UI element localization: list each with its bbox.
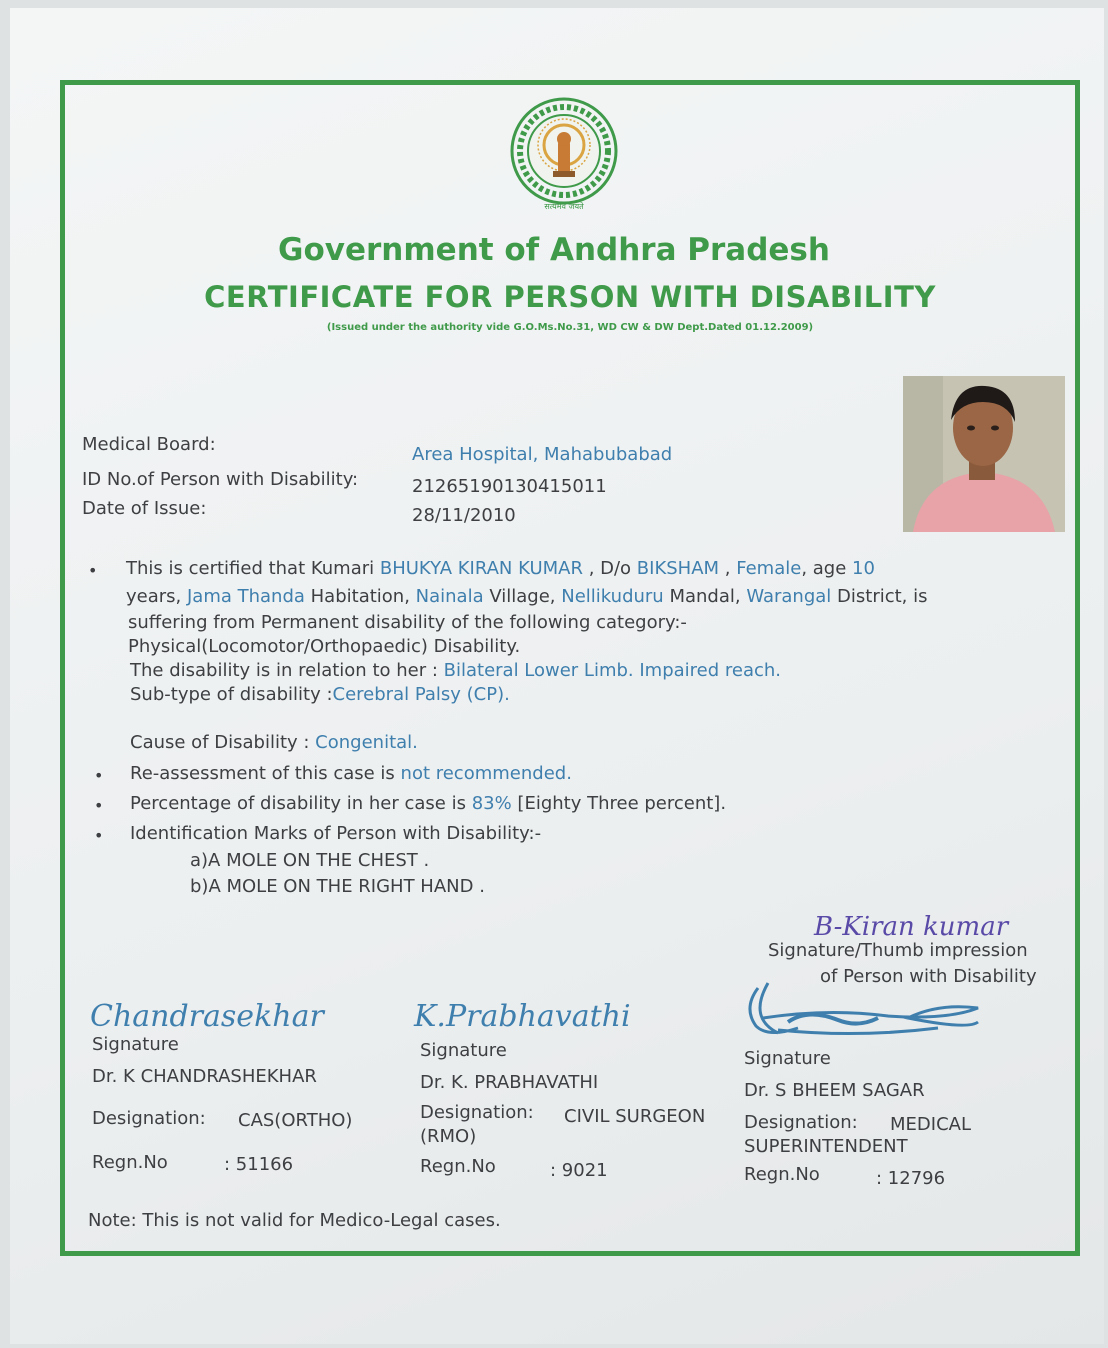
signatory-1-handwritten-signature bbox=[88, 990, 388, 1040]
bullet: • bbox=[94, 796, 104, 815]
signatory-2-name: Dr. K. PRABHAVATHI bbox=[420, 1072, 599, 1093]
signatory-1-designation: CAS(ORTHO) bbox=[238, 1110, 353, 1131]
percentage-of-disability: Percentage of disability in her case is 83% [Eighty Three percent]. bbox=[130, 793, 727, 814]
signatory-1-regn-label: Regn.No bbox=[92, 1152, 168, 1173]
parent-name: BIKSHAM bbox=[636, 558, 720, 579]
medical-board-value: Area Hospital, Mahabubabad bbox=[412, 444, 673, 465]
identification-mark-b: b)A MOLE ON THE RIGHT HAND . bbox=[190, 876, 485, 897]
certify-line-2: years, Jama Thanda Habitation, Nainala Village, Nellikuduru Mandal, Warangal District, is bbox=[126, 586, 928, 607]
signatory-2-signature-label: Signature bbox=[420, 1040, 507, 1061]
bullet: • bbox=[88, 561, 98, 580]
signatory-2-designation: CIVIL SURGEON bbox=[564, 1106, 706, 1127]
svg-text:K.Prabhavathi: K.Prabhavathi bbox=[414, 999, 631, 1034]
bullet: • bbox=[94, 826, 104, 845]
habitation: Jama Thanda bbox=[186, 586, 305, 607]
signatory-2-regn: : 9021 bbox=[550, 1160, 608, 1181]
signatory-3-regn: : 12796 bbox=[876, 1168, 946, 1189]
signatory-2-designation-2: (RMO) bbox=[420, 1126, 477, 1147]
authority-note: (Issued under the authority vide G.O.Ms.No.31, WD CW & DW Dept.Dated 01.12.2009) bbox=[326, 322, 814, 333]
signatory-2-handwritten-signature bbox=[412, 992, 712, 1038]
cause-of-disability: Cause of Disability : Congenital. bbox=[130, 732, 418, 753]
emblem-motto: सत्यमेव जयते bbox=[544, 202, 584, 211]
medical-board-label: Medical Board: bbox=[82, 434, 216, 455]
patient-signature-caption-2: of Person with Disability bbox=[820, 966, 1037, 987]
person-name: BHUKYA KIRAN KUMAR bbox=[379, 558, 583, 579]
reassessment: Re-assessment of this case is not recommended. bbox=[130, 763, 572, 784]
government-title: Government of Andhra Pradesh bbox=[278, 232, 830, 268]
id-value: 21265190130415011 bbox=[412, 476, 607, 497]
svg-text:Chandrasekhar: Chandrasekhar bbox=[90, 999, 324, 1034]
signatory-2-regn-label: Regn.No bbox=[420, 1156, 496, 1177]
mandal: Nellikuduru bbox=[561, 586, 664, 607]
state-emblem-icon bbox=[508, 95, 620, 217]
validity-note: Note: This is not valid for Medico-Legal cases. bbox=[88, 1210, 501, 1231]
signatory-1-name: Dr. K CHANDRASHEKHAR bbox=[92, 1066, 317, 1087]
identification-marks-label: Identification Marks of Person with Disability:- bbox=[130, 823, 542, 844]
signatory-3-designation-label: Designation: bbox=[744, 1112, 858, 1133]
village: Nainala bbox=[415, 586, 484, 607]
date-label: Date of Issue: bbox=[82, 498, 207, 519]
certify-line-1: This is certified that Kumari BHUKYA KIRAN KUMAR , D/o BIKSHAM , Female, age 10 bbox=[126, 558, 875, 579]
signatory-3-name: Dr. S BHEEM SAGAR bbox=[744, 1080, 925, 1101]
certify-line-3: suffering from Permanent disability of the following category:- bbox=[128, 612, 687, 633]
disability-relation: The disability is in relation to her : Bilateral Lower Limb. Impaired reach. bbox=[130, 660, 782, 681]
signatory-1-designation-label: Designation: bbox=[92, 1108, 206, 1129]
disability-category: Physical(Locomotor/Orthopaedic) Disability. bbox=[128, 636, 521, 657]
signatory-3-handwritten-signature bbox=[738, 978, 988, 1048]
signatory-1-regn: : 51166 bbox=[224, 1154, 294, 1175]
signatory-3-designation: MEDICAL bbox=[890, 1114, 971, 1135]
disability-subtype: Sub-type of disability :Cerebral Palsy (CP). bbox=[130, 684, 510, 705]
signatory-3-regn-label: Regn.No bbox=[744, 1164, 820, 1185]
gender: Female bbox=[736, 558, 802, 579]
district: Warangal bbox=[746, 586, 832, 607]
certificate-title: CERTIFICATE FOR PERSON WITH DISABILITY bbox=[204, 280, 936, 314]
svg-text:B-Kiran kumar: B-Kiran kumar bbox=[814, 912, 1009, 942]
signatory-2-designation-label: Designation: bbox=[420, 1102, 534, 1123]
patient-signature-caption-1: Signature/Thumb impression bbox=[768, 940, 1028, 961]
person-photo bbox=[903, 376, 1065, 532]
signatory-1-signature-label: Signature bbox=[92, 1034, 179, 1055]
signatory-3-designation-2: SUPERINTENDENT bbox=[744, 1136, 908, 1157]
bullet: • bbox=[94, 766, 104, 785]
id-label: ID No.of Person with Disability: bbox=[82, 469, 359, 490]
date-value: 28/11/2010 bbox=[412, 505, 516, 526]
identification-mark-a: a)A MOLE ON THE CHEST . bbox=[190, 850, 430, 871]
age: 10 bbox=[852, 558, 875, 579]
signatory-3-signature-label: Signature bbox=[744, 1048, 831, 1069]
